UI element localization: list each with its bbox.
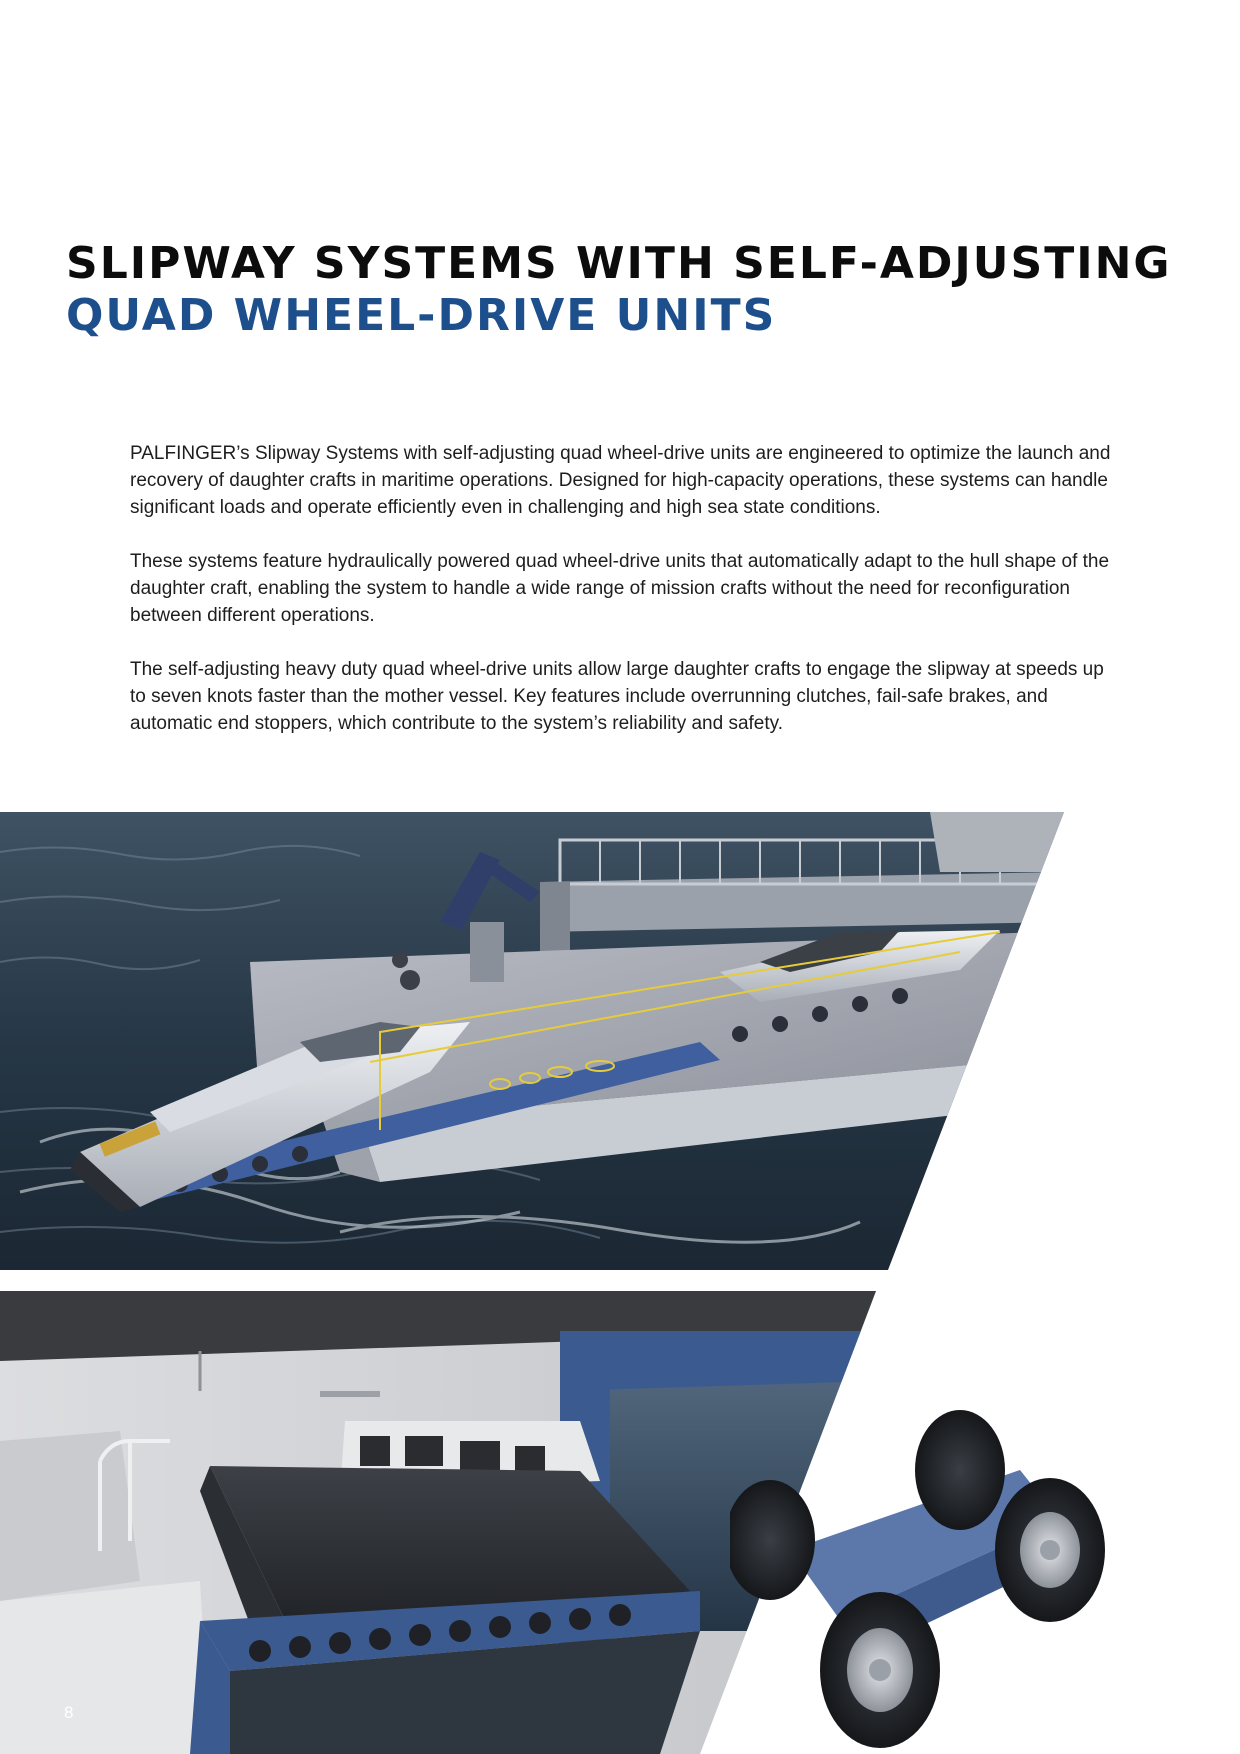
page-headline xyxy=(66,238,1186,342)
slipway-vessel-illustration xyxy=(0,812,1064,1270)
body-paragraph-3: The self-adjusting heavy duty quad wheel-drive units allow large daughter crafts to engage the slipway at speeds up to seven knots faster than the mother vessel. Key features include overrunning clutches, fail-safe brakes, and automatic end stoppers, which contribute to the system’s reliability and safety. xyxy=(130,659,1104,734)
body-text xyxy=(130,440,1120,764)
body-paragraph-2: These systems feature hydraulically powered quad wheel-drive units that automatically adapt to the hull shape of the daughter craft, enabling the system to handle a wide range of mission crafts without the need for reconfiguration between different operations. xyxy=(130,551,1110,626)
quad-wheel-drive-unit xyxy=(730,1410,1130,1754)
headline-line-2: QUAD WHEEL-DRIVE UNITS xyxy=(66,290,777,341)
slipway-vessel-render xyxy=(0,812,1064,1270)
quad-wheel-drive-render xyxy=(730,1410,1130,1754)
headline-line-1: SLIPWAY SYSTEMS WITH SELF-ADJUSTING xyxy=(66,238,1172,289)
body-paragraph-1: PALFINGER’s Slipway Systems with self-adjusting quad wheel-drive units are engineered to optimize the launch and recovery of daughter crafts in maritime operations. Designed for high-capacity operations, these systems can handle significant loads and operate efficiently even in challenging and high sea state conditions. xyxy=(130,443,1111,518)
page-number: 8 xyxy=(64,1703,74,1722)
